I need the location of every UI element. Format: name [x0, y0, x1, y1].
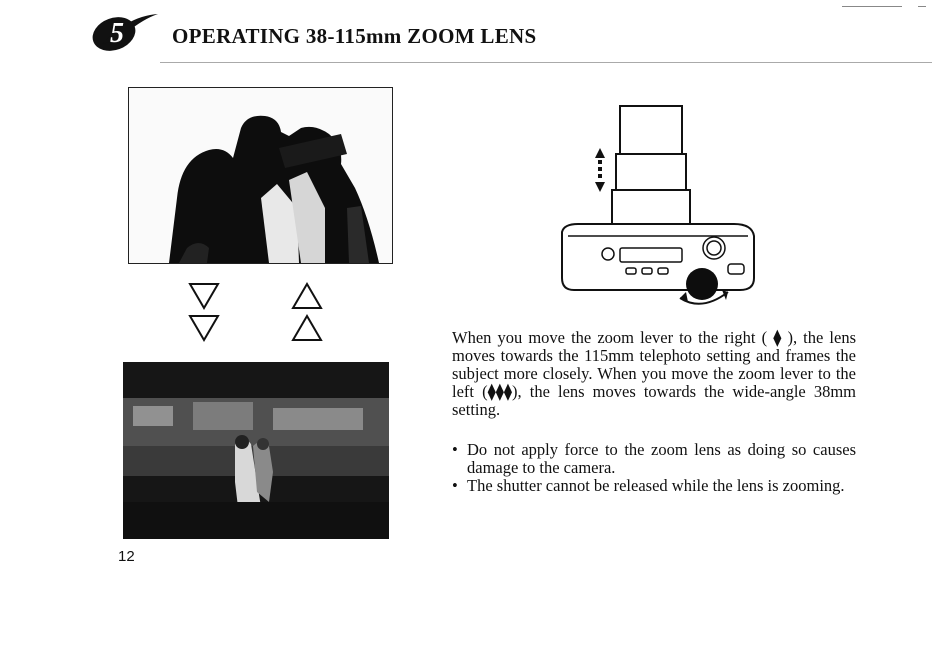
page-number: 12	[118, 548, 135, 565]
header-divider	[160, 62, 932, 63]
list-item: • Do not apply force to the zoom lens as doing so causes damage to the camera.	[452, 441, 856, 477]
list-item: • The shutter cannot be released while the lens is zooming.	[452, 477, 856, 495]
caution-list	[452, 441, 856, 495]
page-title: OPERATING 38-115mm ZOOM LENS	[172, 24, 537, 48]
chapter-number-badge	[88, 10, 168, 52]
down-triangle-icon	[190, 284, 218, 308]
zoom-direction-indicator-icon	[595, 148, 605, 192]
up-triangle-icon	[293, 284, 321, 308]
zoom-direction-arrows	[188, 282, 338, 344]
corner-mark	[842, 6, 902, 7]
camera-zoom-illustration	[558, 102, 758, 310]
zoom-instructions-paragraph: When you move the zoom lever to the right ( ⧫ ), the lens moves towards the 115mm telephoto setting and frames the subject more closely. When you move the zoom lever to the left (⧫⧫⧫), the lens moves towards the wide-angle 38mm setting.	[452, 328, 856, 419]
corner-mark-small	[918, 6, 926, 7]
zoom-lever-dial	[686, 268, 718, 300]
down-triangle-icon	[190, 316, 218, 340]
telephoto-example-photo	[128, 87, 393, 264]
wide-angle-example-photo	[123, 362, 389, 539]
up-triangle-icon	[293, 316, 321, 340]
chapter-number: 5	[110, 18, 124, 49]
